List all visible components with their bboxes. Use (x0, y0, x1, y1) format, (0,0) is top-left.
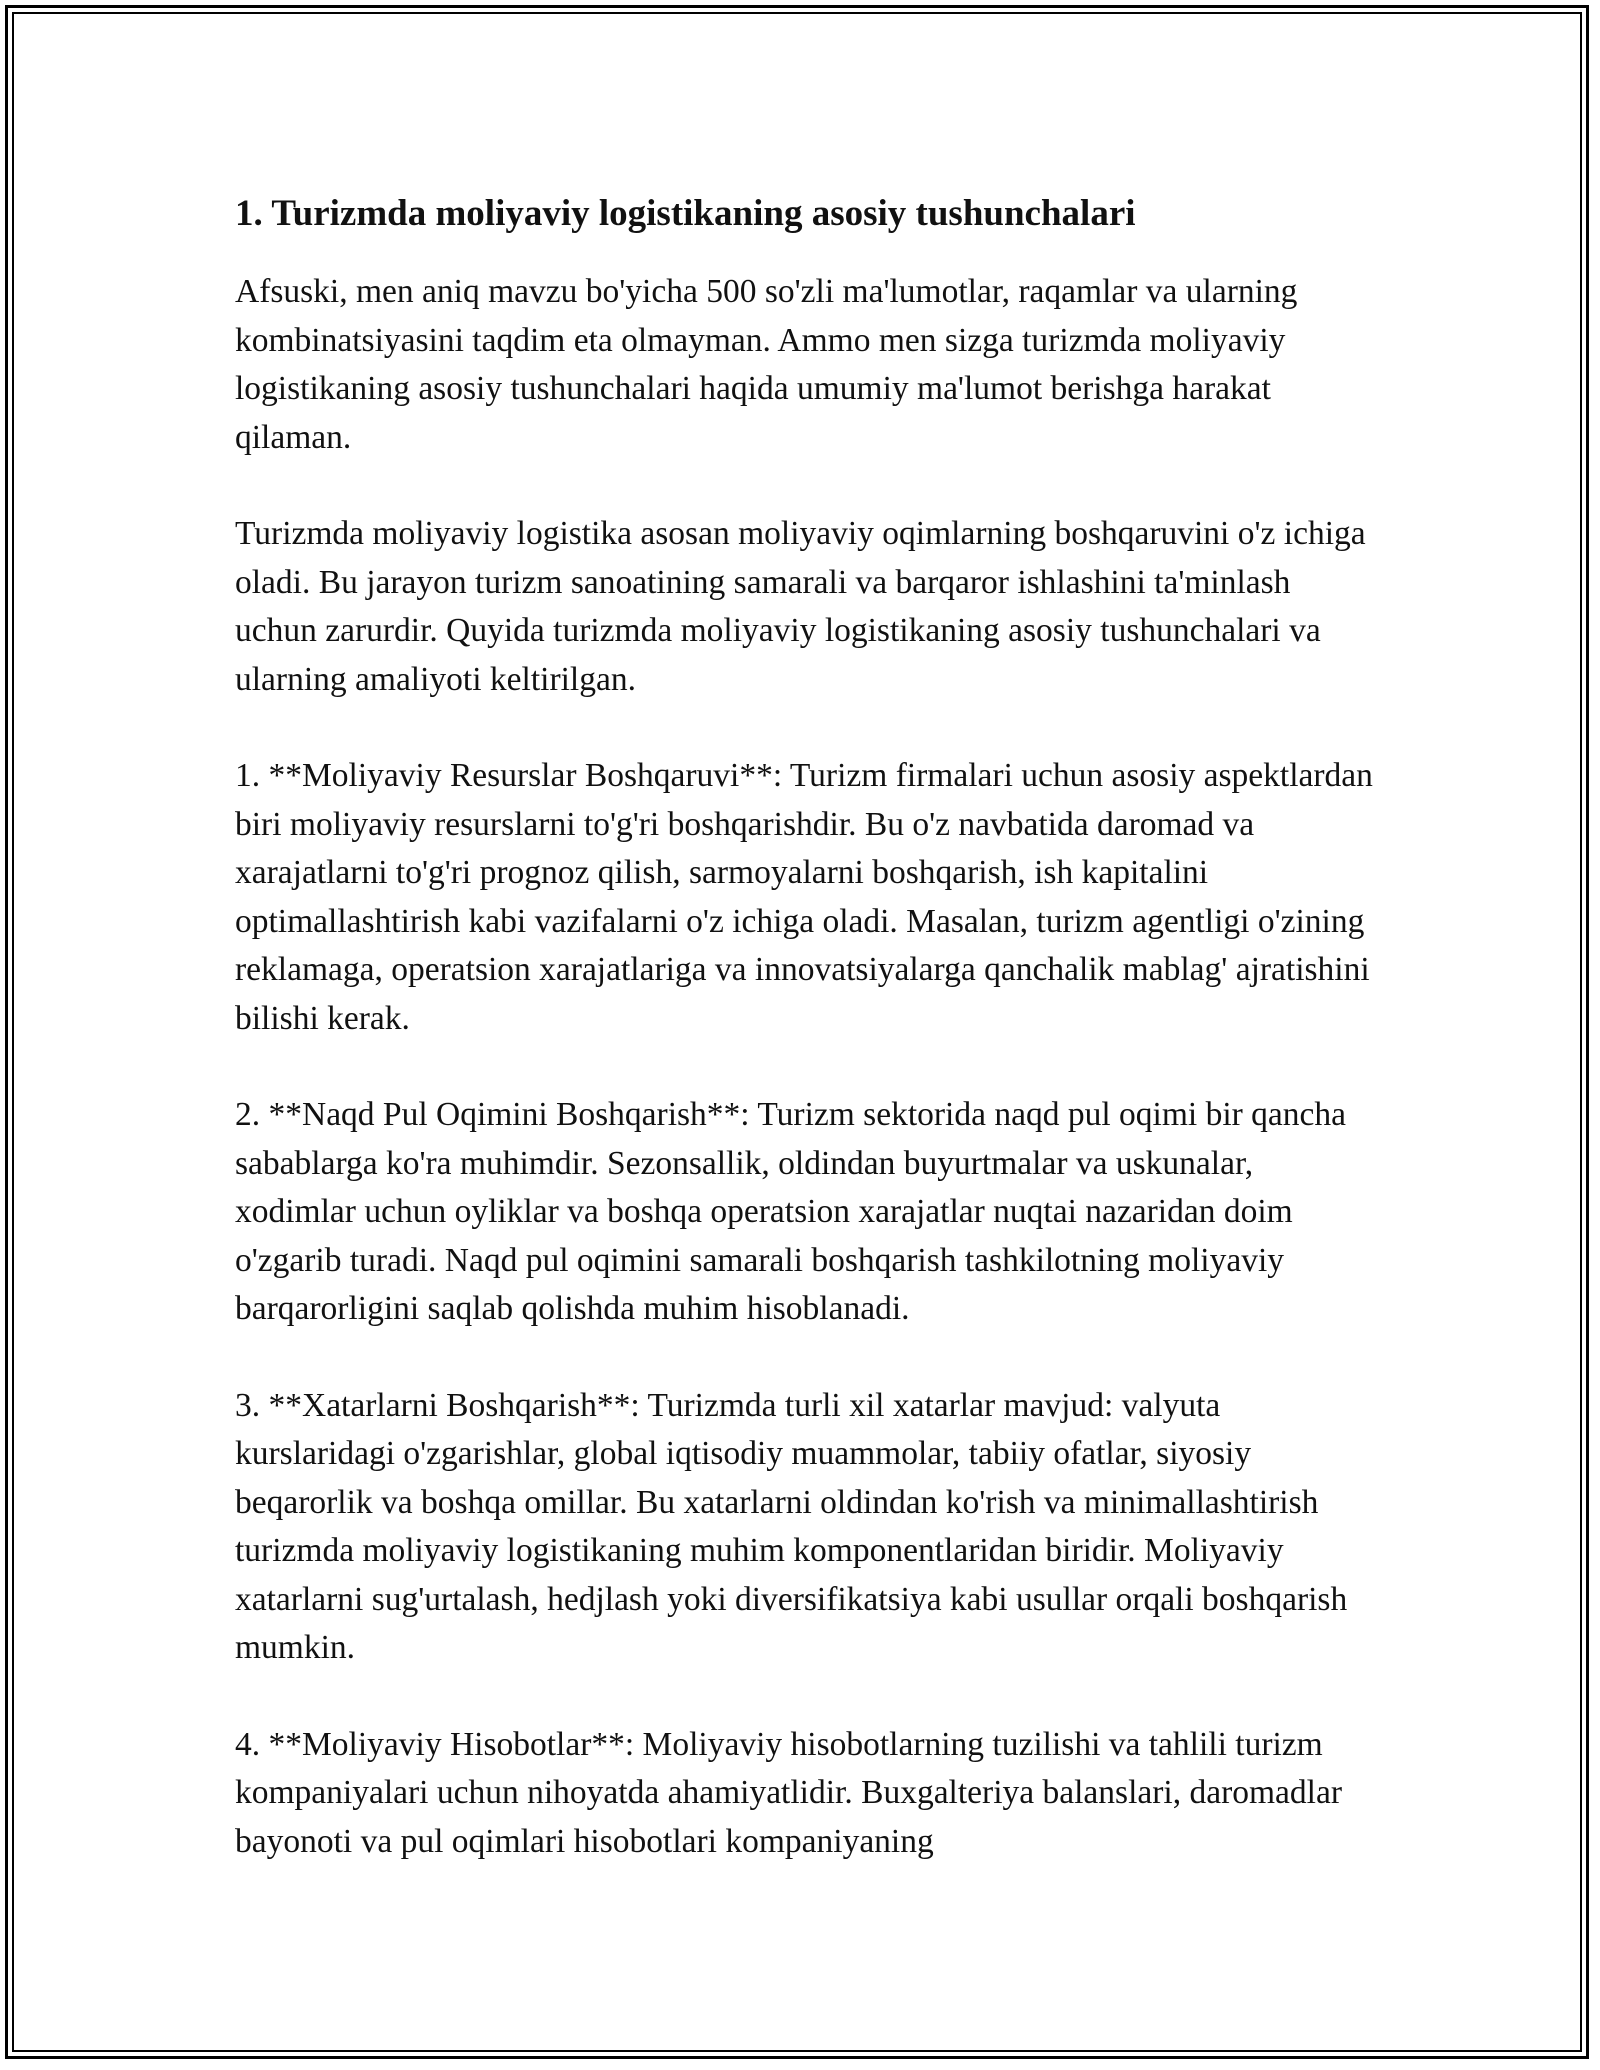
paragraph-intro: Afsuski, men aniq mavzu bo'yicha 500 so'zli ma'lumotlar, raqamlar va ularning kombinatsiyasini taqdim eta olmayman. Ammo men sizga turizmda moliyaviy logistikaning asosiy tushunchalari haqida umumiy ma'lumot berishga harakat qilaman. (235, 273, 1298, 456)
paragraph-item-2: 2. **Naqd Pul Oqimini Boshqarish**: Turizm sektorida naqd pul oqimi bir qancha sabablarga ko'ra muhimdir. Sezonsallik, oldindan buyurtmalar va uskunalar, xodimlar uchun oyliklar va boshqa operatsion xarajatlar nuqtai nazaridan doim o'zgarib turadi. Naqd pul oqimini samarali boshqarish tashkilotning moliyaviy barqarorligini saqlab qolishda muhim hisoblanadi. (235, 1096, 1347, 1327)
paragraph-item-1: 1. **Moliyaviy Resurslar Boshqaruvi**: Turizm firmalari uchun asosiy aspektlardan biri moliyaviy resurslarni to'g'ri boshqarishdir. Bu o'z navbatida daromad va xarajatlarni to'g'ri prognoz qilish, sarmoyalarni boshqarish, ish kapitalini optimallashtirish kabi vazifalarni o'z ichiga oladi. Masalan, turizm agentligi o'zining reklamaga, operatsion xarajatlariga va innovatsiyalarga qanchalik mablag' ajratishini bilishi kerak. (235, 757, 1373, 1037)
document-body (235, 188, 1375, 1866)
paragraph-item-4: 4. **Moliyaviy Hisobotlar**: Moliyaviy hisobotlarning tuzilishi va tahlili turizm kompaniyalari uchun nihoyatda ahamiyatlidir. Buxgalteriya balanslari, daromadlar bayonoti va pul oqimlari hisobotlari kompaniyaning (235, 1725, 1343, 1860)
paragraph-overview: Turizmda moliyaviy logistika asosan moliyaviy oqimlarning boshqaruvini o'z ichiga oladi. Bu jarayon turizm sanoatining samarali va barqaror ishlashini ta'minlash uchun zarurdir. Quyida turizmda moliyaviy logistikaning asosiy tushunchalari va ularning amaliyoti keltirilgan. (235, 515, 1366, 698)
paragraph-item-3: 3. **Xatarlarni Boshqarish**: Turizmda turli xil xatarlar mavjud: valyuta kurslaridagi o'zgarishlar, global iqtisodiy muammolar, tabiiy ofatlar, siyosiy beqarorlik va boshqa omillar. Bu xatarlarni oldindan ko'rish va minimallashtirish turizmda moliyaviy logistikaning muhim komponentlaridan biridir. Moliyaviy xatarlarni sug'urtalash, hedjlash yoki diversifikatsiya kabi usullar orqali boshqarish mumkin. (235, 1386, 1348, 1666)
section-heading: 1. Turizmda moliyaviy logistikaning asosiy tushunchalari (235, 193, 1136, 234)
